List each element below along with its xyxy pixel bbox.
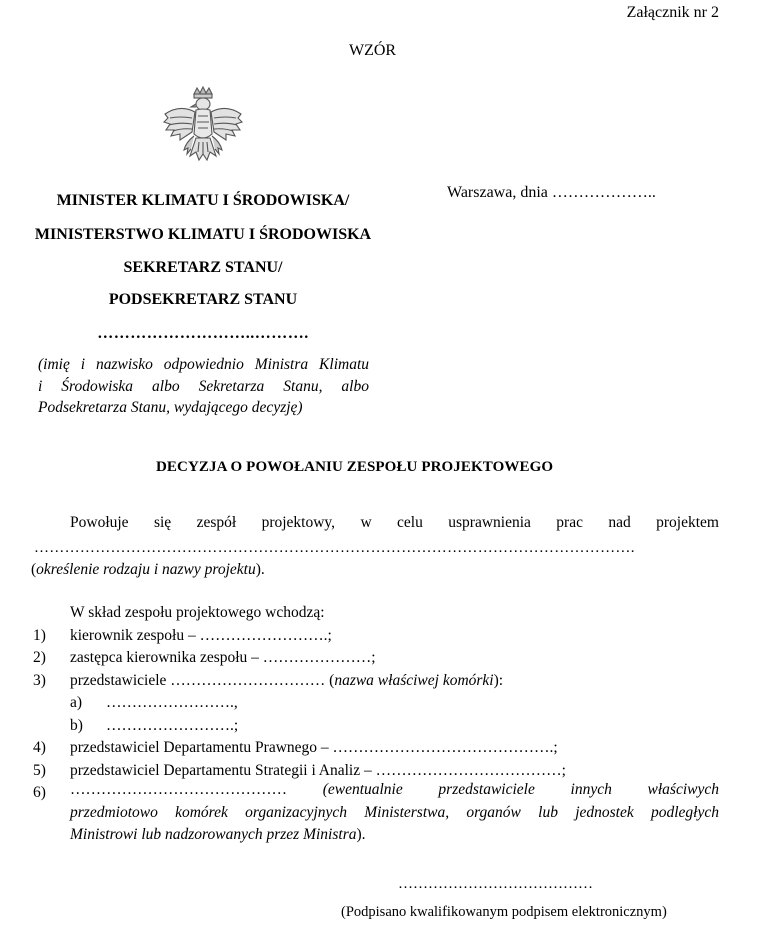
list-item: kierownik zespołu – …………………….; bbox=[70, 627, 332, 644]
list-item-number: 5) bbox=[33, 762, 46, 779]
place-and-date: Warszawa, dnia ……………….. bbox=[447, 184, 656, 201]
list-item-text-end: ): bbox=[493, 672, 504, 689]
intro-paragraph bbox=[34, 514, 719, 532]
project-dots-line: ………………………………………………………………………………………………………. bbox=[34, 540, 635, 556]
sub-item-label: b) bbox=[70, 717, 83, 734]
list-item: przedstawiciel Departamentu Prawnego – …………………………………….; bbox=[70, 739, 558, 756]
issuer-note-line-2: i Środowiska albo Sekretarza Stanu, albo bbox=[38, 377, 369, 395]
signature-label: (Podpisano kwalifikowanym podpisem elektronicznym) bbox=[341, 904, 667, 920]
issuer-line-3: SEKRETARZ STANU/ bbox=[123, 259, 283, 276]
issuer-line-1: MINISTER KLIMATU I ŚRODOWISKA/ bbox=[56, 192, 350, 209]
list-item-6-text-3: Ministrowi lub nadzorowanych przez Ministra bbox=[70, 826, 357, 843]
list-item-6-end: ). bbox=[356, 826, 366, 843]
signature-dots: ………………………………… bbox=[398, 876, 593, 892]
list-item: zastępca kierownika zespołu – …………………; bbox=[70, 649, 376, 666]
polish-eagle-emblem-icon bbox=[160, 86, 246, 172]
list-item-number: 4) bbox=[33, 739, 46, 756]
document-title: DECYZJA O POWOŁANIU ZESPOŁU PROJEKTOWEGO bbox=[156, 459, 554, 475]
list-item-italic: nazwa właściwej komórki bbox=[334, 672, 494, 689]
list-item-number: 6) bbox=[33, 784, 46, 801]
list-item-6-line-3 bbox=[70, 824, 719, 847]
members-intro: W skład zespołu projektowego wchodzą: bbox=[70, 604, 325, 621]
list-item-number: 2) bbox=[33, 649, 46, 666]
project-hint-close: ). bbox=[255, 561, 265, 578]
sub-item: ……………………., bbox=[106, 694, 238, 711]
sub-item-label: a) bbox=[70, 694, 83, 711]
list-item bbox=[70, 779, 719, 847]
project-hint-open: ( bbox=[31, 561, 37, 578]
list-item: przedstawiciel Departamentu Strategii i Analiz – ………………………………; bbox=[70, 762, 566, 779]
issuer-line-2: MINISTERSTWO KLIMATU I ŚRODOWISKA bbox=[34, 226, 372, 243]
list-item-6-line-1 bbox=[70, 779, 719, 802]
list-item-number: 1) bbox=[33, 627, 46, 644]
issuer-note-line-3: Podsekretarza Stanu, wydającego decyzję) bbox=[38, 399, 303, 416]
list-item-6-dots: …………………………………… bbox=[70, 781, 287, 798]
issuer-note bbox=[38, 354, 369, 419]
project-hint bbox=[31, 561, 265, 579]
intro-text: Powołuje się zespół projektowy, w celu usprawnienia prac nad projektem bbox=[70, 514, 719, 531]
list-item-6-line-2: przedmiotowo komórek organizacyjnych Ministerstwa, organów lub jednostek podległych bbox=[70, 803, 719, 821]
sub-item: …………………….; bbox=[106, 717, 239, 734]
list-item-6-text-1: (ewentualnie przedstawiciele innych właściwych bbox=[322, 781, 720, 798]
issuer-note-line-1: (imię i nazwisko odpowiednio Ministra Klimatu bbox=[38, 356, 369, 373]
issuer-name-placeholder: ………………………..………. bbox=[97, 325, 309, 342]
template-label: WZÓR bbox=[349, 42, 397, 59]
project-hint-italic: określenie rodzaju i nazwy projektu bbox=[36, 561, 256, 578]
list-item-text: przedstawiciele ………………………… ( bbox=[70, 672, 335, 689]
list-item bbox=[70, 672, 503, 690]
list-item-number: 3) bbox=[33, 672, 46, 689]
issuer-line-4: PODSEKRETARZ STANU bbox=[108, 291, 298, 308]
annex-number: Załącznik nr 2 bbox=[626, 4, 719, 21]
